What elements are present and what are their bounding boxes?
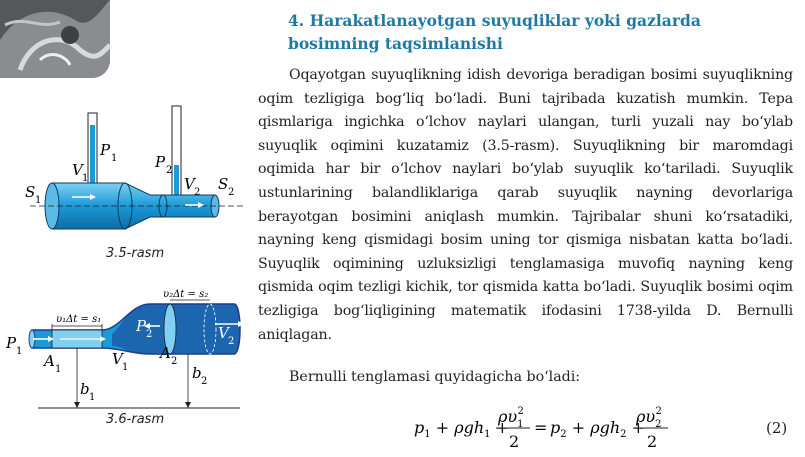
label-p2: P	[155, 153, 166, 171]
svg-text:p2 + ρgh2 +: $p_2 + \rho gh_2$ +	[550, 418, 646, 440]
figure-3-5-caption: 3.5-rasm	[106, 246, 165, 261]
corner-image-art	[0, 0, 110, 78]
svg-text:1: 1	[55, 364, 62, 375]
label-v2: V	[218, 324, 229, 342]
corner-decorative-image	[0, 0, 110, 78]
svg-text:1: 1	[16, 346, 23, 357]
svg-text:=: =	[534, 418, 548, 437]
label-s1: S	[25, 183, 36, 201]
label-p1: P	[100, 141, 111, 159]
label-b1: b	[80, 380, 90, 398]
svg-text:2: 2	[228, 336, 235, 347]
paragraph-main: Oqayotgan suyuqlikning idish devoriga beradigan bosimi suyuqlikning oqim tezligiga bog‘liq bo‘ladi. Buni tajribada kuzatish mumkin. Tepa qismlariga ingichka o‘lchov naylari ulangan, turli yuzali nay bo‘ylab suyuqlik oqimini kuzatamiz (3.5-rasm). Suyuqlikning bir maromdagi oqimida har bir o‘lchov naylari bo‘ylab suyuqlik ko‘tariladi. Suyuqlik ustunlarining balandliklariga qarab suyuqlik nayning devorlariga berayotgan bosimini aniqlash mumkin. Tajribalar shuni ko‘rsatadiki, nayning keng qismidagi bosim uning tor qismiga nisbatan katta bo‘ladi. Suyuqlik oqimining uzluksizligi tenglamasiga muvofiq nayning keng qismida oqim tezligi kichik, tor qismida katta bo‘ladi. Suyuqlik bosimi oqim tezligiga bog‘liqligining matematik ifodasini 1738-yilda D. Bernulli aniqlagan.	[258, 67, 793, 343]
bernoulli-equation	[410, 398, 680, 456]
label-b2: b	[192, 364, 202, 382]
svg-text:p1 + ρgh1 +: $p_1 + \rho gh_1$ +	[414, 418, 510, 440]
svg-text:2: 2	[647, 432, 658, 451]
svg-text:2: 2	[194, 187, 201, 198]
equation-number: (2)	[766, 419, 788, 437]
svg-text:1: 1	[111, 153, 118, 164]
label-p2: P	[136, 317, 147, 335]
label-s2: S	[218, 175, 229, 193]
section-heading: 4. Harakatlanayotgan suyuqliklar yoki gazlarda bosimning taqsimlanishi	[288, 11, 701, 53]
label-s1-length: υ₁Δt = s₁	[56, 314, 102, 325]
svg-text:ρυ12: $\rho\upsilon_12$	[498, 406, 524, 430]
label-a2: A	[160, 344, 171, 362]
svg-text:2: 2	[509, 432, 520, 451]
label-v2: V	[184, 175, 195, 193]
figure-3-5	[20, 105, 250, 235]
figure-3-6-caption: 3.6-rasm	[106, 412, 165, 427]
label-a1: A	[44, 352, 55, 370]
svg-text:2: 2	[171, 356, 178, 367]
label-v1: V	[112, 350, 123, 368]
svg-text:2: 2	[201, 376, 208, 387]
svg-text:1: 1	[89, 392, 96, 403]
figure-3-6	[0, 286, 265, 412]
label-p1: P	[6, 334, 17, 352]
paragraph-bernulli-intro: Bernulli tenglamasi quyidagicha bo‘ladi:	[289, 369, 581, 385]
svg-text:2: 2	[228, 187, 235, 198]
label-v1: V	[72, 161, 83, 179]
svg-text:1: 1	[35, 195, 42, 206]
label-s2-length: υ₂Δt = s₂	[163, 289, 209, 300]
svg-text:1: 1	[82, 173, 89, 184]
figures-column	[0, 0, 270, 457]
svg-text:2: 2	[166, 165, 173, 176]
svg-text:2: 2	[146, 329, 153, 340]
svg-text:1: 1	[122, 362, 129, 373]
svg-text:ρυ22: $\rho\upsilon_22$	[636, 406, 662, 430]
